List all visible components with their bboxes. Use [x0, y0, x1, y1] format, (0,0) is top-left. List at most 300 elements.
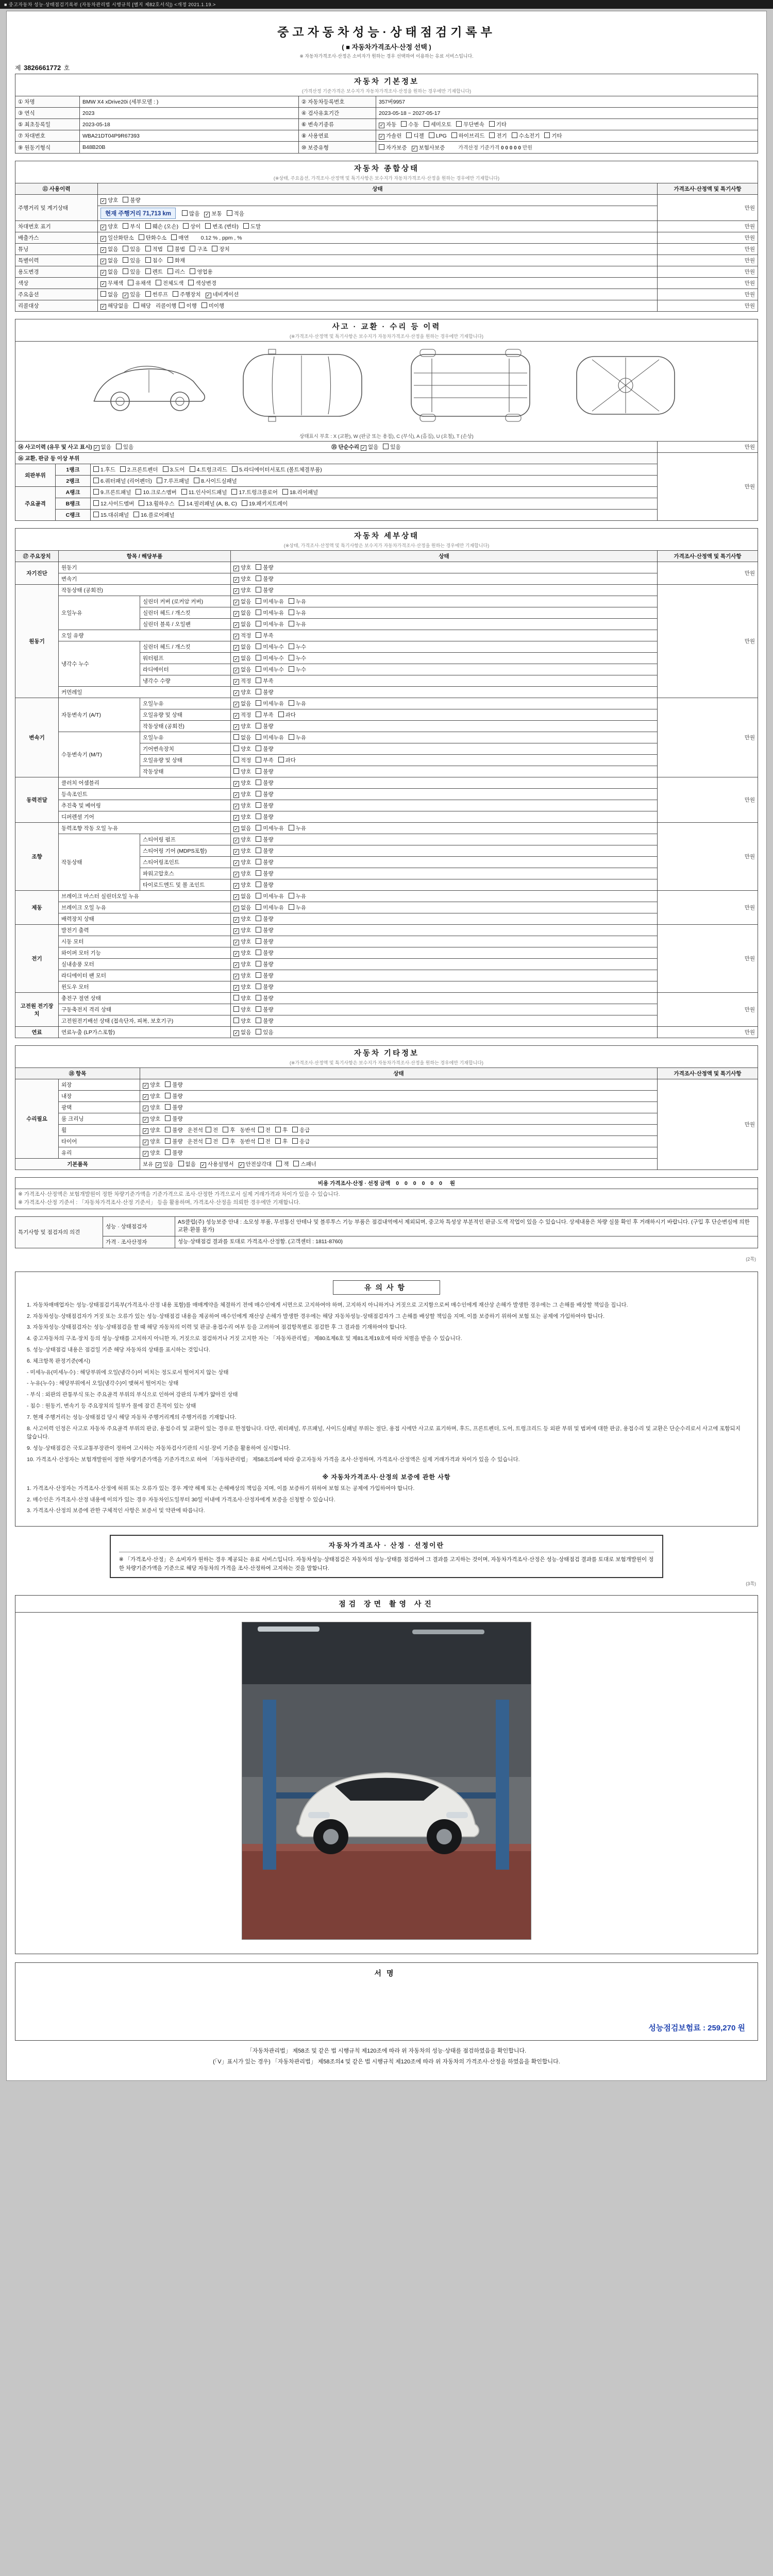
check-list	[233, 791, 278, 798]
amount-cell: 만원	[657, 1027, 758, 1038]
unchecked-checkbox-icon	[544, 132, 550, 138]
unchecked-checkbox-icon	[145, 246, 151, 251]
unchecked-checkbox-icon	[292, 1127, 298, 1132]
check-list	[233, 587, 278, 594]
checkbox-label: 응급	[299, 1127, 310, 1133]
unchecked-checkbox-icon	[233, 768, 239, 774]
checkbox-label: 12.사이드멤버	[100, 501, 135, 507]
column-header: ⑱ 항목	[15, 1068, 140, 1079]
checkbox-option	[276, 1160, 289, 1168]
table-row	[15, 562, 758, 573]
notice-item: 8. 사고이력 인정은 사고로 자동차 주요골격 부위의 판금, 용접수리 및 교환이 있는 경우로 한정합니다. 다만, 쿼터패널, 루프패널, 사이드실패널 부위는 절단, 용접 시에만 사고로 표기하며, 후드, 프론트펜더, 도어, 트렁크리드 등 외판 부위 및 범퍼에 대한 판금, 용접수리 및 교환은 단순수리로서 사고에 포함되지 않습니다.	[27, 1425, 741, 1440]
checkbox-label: 불법	[174, 246, 186, 252]
row-state	[98, 244, 658, 255]
checkbox-option	[157, 477, 189, 485]
checkbox-label: 양호	[241, 973, 251, 979]
current-mileage-badge: 현재 주행거리 71,713 km	[100, 208, 176, 219]
unchecked-checkbox-icon	[275, 1138, 281, 1144]
unchecked-checkbox-icon	[188, 280, 194, 285]
checkbox-label: 있음	[163, 1161, 174, 1167]
checked-checkbox-icon: ✓	[234, 872, 239, 877]
unchecked-checkbox-icon	[163, 466, 169, 472]
checkbox-option	[223, 1126, 235, 1134]
item-label: 광택	[59, 1102, 140, 1113]
checked-checkbox-icon: ✓	[234, 883, 239, 888]
checkbox-label: 없음	[185, 1161, 196, 1167]
checkbox-label: 리스	[174, 269, 186, 275]
checked-checkbox-icon: ✓	[234, 894, 239, 900]
checked-checkbox-icon: ✓	[124, 293, 128, 298]
repair-group: 수리필요	[15, 1079, 59, 1159]
row-state	[98, 232, 658, 244]
unchecked-checkbox-icon	[120, 466, 126, 472]
checkbox-option	[233, 938, 251, 945]
checkbox-option	[233, 632, 251, 639]
checked-checkbox-icon: ✓	[379, 134, 384, 139]
check-list	[233, 644, 311, 650]
item-state	[231, 721, 658, 732]
check-list	[100, 303, 229, 309]
column-header: 상태	[140, 1068, 658, 1079]
check-list	[233, 610, 311, 616]
column-header: 상태	[231, 551, 658, 562]
checked-checkbox-icon: ✓	[234, 962, 239, 968]
checkbox-option	[223, 1138, 235, 1145]
unchecked-checkbox-icon	[256, 598, 261, 604]
price-amount-table	[15, 1177, 758, 1209]
checkbox-label: 불량	[172, 1116, 183, 1122]
checkbox-label: 9.프론트패널	[100, 489, 131, 496]
confirmation-statements	[15, 2046, 758, 2067]
item-state	[231, 562, 658, 573]
checkbox-option	[231, 488, 277, 496]
device-group: 자기진단	[15, 562, 59, 585]
checkbox-option	[233, 1028, 251, 1036]
item-state	[231, 925, 658, 936]
checkbox-label: 전체도색	[162, 280, 184, 286]
item-state	[231, 664, 658, 675]
item-state	[231, 811, 658, 823]
transmission-options	[376, 119, 758, 130]
checkbox-option	[116, 443, 133, 451]
checkbox-option	[489, 121, 507, 128]
inspection-record-document	[6, 11, 767, 2081]
checkbox-option	[167, 245, 185, 253]
checkbox-label: 불량	[263, 916, 274, 922]
checked-checkbox-icon: ✓	[101, 198, 106, 204]
checkbox-option	[256, 779, 273, 787]
checkbox-option	[243, 223, 261, 230]
checkbox-option	[256, 915, 273, 923]
check-list	[143, 1139, 314, 1145]
amount-cell: 만원	[657, 925, 758, 993]
exchange-header: ⑯ 교환, 판금 등 이상 부위	[15, 453, 658, 464]
checkbox-label: 양호	[241, 689, 251, 696]
checkbox-label: 없음	[241, 655, 251, 662]
checkbox-label: 부족	[263, 678, 274, 684]
vin-value: WBA21DT04P9R67393	[80, 130, 299, 142]
warranty-type-options	[376, 142, 758, 154]
checkbox-option	[256, 745, 273, 753]
detail-section-note: (※상태, 가격조사·산정액 및 특기사항은 보수지가 자동차가격조사·산정을 원하는 경우에만 기재합니다)	[283, 543, 490, 548]
table-row	[15, 1015, 758, 1027]
subitem-label: 오일누유	[140, 732, 231, 743]
checkbox-label: 변조 (변타)	[212, 224, 239, 230]
table-row	[15, 687, 758, 698]
checkbox-label: 불량	[263, 780, 274, 786]
checkbox-label: 양호	[241, 859, 251, 866]
check-list	[233, 837, 278, 843]
unchecked-checkbox-icon	[190, 246, 195, 251]
checkbox-option	[256, 654, 284, 662]
unchecked-checkbox-icon	[282, 489, 288, 495]
checked-checkbox-icon: ✓	[101, 247, 106, 252]
checkbox-label: 후	[230, 1127, 236, 1133]
unchecked-checkbox-icon	[123, 197, 128, 202]
checkbox-option	[275, 1138, 288, 1145]
inspection-insurance-fee	[648, 2022, 745, 2033]
checkbox-label: 누수	[295, 667, 307, 673]
item-state	[231, 947, 658, 959]
checkbox-option	[233, 564, 251, 571]
unchecked-checkbox-icon	[139, 500, 144, 506]
item-state	[231, 766, 658, 777]
etc-section-note: (※가격조사·산정액 및 특기사항은 보수지가 자동차가격조사·산정을 원하는 경우에만 기재합니다)	[289, 1060, 484, 1065]
item-label: 작동상태	[59, 834, 140, 891]
checkbox-option	[256, 586, 273, 594]
checked-checkbox-icon: ✓	[234, 928, 239, 934]
checkbox-label: 불량	[263, 746, 274, 752]
notice-item: 2. 자동차성능·상태점검자가 거짓 또는 오류가 있는 성능·상태점검 내용을 제공하여 매수인에게 재산상 손해가 발생한 경우에는 해당 자동차성능·상태점검자가 그 손해를 배상할 책임을 지며, 이를 보증하기 위하여 보험 또는 공제에 가입하여야 합니다.	[27, 1313, 605, 1319]
checkbox-option	[143, 1149, 160, 1157]
item-state	[231, 891, 658, 902]
checkbox-label: 없음	[367, 444, 379, 450]
check-list	[93, 501, 292, 507]
checkbox-label: 과다	[285, 757, 296, 764]
table-row	[15, 1236, 758, 1248]
unchecked-checkbox-icon	[456, 121, 462, 127]
amount-cell: 만원	[657, 562, 758, 585]
checkbox-label: 양호	[241, 576, 251, 582]
checkbox-label: 많음	[189, 211, 200, 217]
column-header-row	[15, 1068, 758, 1079]
accident-history-table	[15, 319, 758, 521]
overall-section-title: 자동차 종합상태	[354, 165, 419, 173]
checkbox-label: 16.플로어패널	[141, 512, 175, 518]
check-list	[93, 489, 323, 496]
checkbox-label: LPG	[435, 133, 447, 139]
checkbox-option	[190, 245, 207, 253]
checkbox-option	[212, 245, 229, 253]
checkbox-option	[194, 477, 237, 485]
unchecked-checkbox-icon	[256, 723, 261, 728]
check-list	[143, 1105, 188, 1111]
checkbox-option	[256, 609, 284, 617]
item-state	[231, 857, 658, 868]
check-list	[93, 467, 327, 473]
checkbox-label: 불량	[172, 1139, 183, 1145]
checkbox-option	[256, 904, 284, 911]
unchecked-checkbox-icon	[256, 950, 261, 955]
base-price-unit: 만원	[522, 145, 533, 151]
checkbox-label: 18.리어패널	[289, 489, 318, 496]
unchecked-checkbox-icon	[256, 870, 261, 876]
checkbox-label: 미세누유	[263, 735, 284, 741]
unchecked-checkbox-icon	[212, 246, 217, 251]
checkbox-label: 잭	[283, 1161, 289, 1167]
unchecked-checkbox-icon	[256, 927, 261, 933]
checkbox-option	[145, 257, 163, 264]
checkbox-label: 불량	[263, 837, 274, 843]
warranty-info-title: ※ 자동차가격조사·산정의 보증에 관한 사항	[322, 1473, 451, 1481]
item-label: 등속조인트	[59, 789, 231, 800]
checked-checkbox-icon: ✓	[143, 1117, 148, 1122]
checkbox-label: 양호	[241, 916, 251, 922]
checkbox-option	[233, 688, 251, 696]
table-row	[15, 1004, 758, 1015]
checkbox-label: 사용설명서	[207, 1161, 234, 1167]
checkbox-option	[233, 972, 251, 979]
checkbox-option	[143, 1126, 160, 1134]
item-label: 수동변속기 (M/T)	[59, 732, 140, 777]
checkbox-option	[163, 466, 185, 473]
appraiser-opinion-text: 성능·상태점검 결과를 토대로 가격조사·산정함. (고객센터 : 1811-8760)	[175, 1236, 758, 1248]
row-label: 배출가스	[15, 232, 98, 244]
check-list	[233, 735, 311, 741]
page-marker: (2쪽)	[746, 1256, 756, 1262]
item-state	[231, 902, 658, 913]
field-label: ⑥ 변속기종류	[299, 119, 376, 130]
item-label: 클러치 어셈블리	[59, 777, 231, 789]
unchecked-checkbox-icon	[429, 132, 434, 138]
checkbox-option	[94, 443, 111, 451]
price-note-1: ※ 가격조사·산정액은 보험개발원이 정한 차량기준가액을 기준가격으로 조사·산정한 가격으로서 실제 거래가격과 차이가 있을 수 있습니다.	[18, 1191, 340, 1197]
check-list	[233, 814, 278, 820]
item-state	[231, 607, 658, 619]
checkbox-label: 14.필러패널 (A, B, C)	[186, 501, 237, 507]
item-label: 유리	[59, 1147, 140, 1159]
document-number-value: 3826661772	[23, 64, 61, 72]
check-list	[143, 1082, 188, 1088]
checked-checkbox-icon: ✓	[234, 611, 239, 616]
check-list	[233, 780, 278, 786]
checkbox-label: 불량	[263, 576, 274, 582]
table-row	[15, 1079, 758, 1091]
checked-checkbox-icon: ✓	[101, 281, 106, 286]
field-label: ⑤ 최초등록일	[15, 119, 80, 130]
check-list	[379, 145, 449, 151]
checkbox-option	[451, 132, 485, 140]
item-state	[231, 845, 658, 857]
form-code-text: ■ 중고자동차 성능·상태점검기록부 (자동차관리법 시행규칙 [별지 제82호서식]) <개정 2021.1.19.>	[4, 2, 216, 7]
subitem-label: 실린더 헤드 / 개스킷	[140, 641, 231, 653]
checkbox-label: 양호	[241, 587, 251, 594]
checkbox-option	[179, 500, 237, 507]
checkbox-label: 양호	[241, 871, 251, 877]
price-amount-value: 0 0 0 0 0 0	[396, 1180, 444, 1187]
unchecked-checkbox-icon	[93, 478, 99, 483]
unchecked-checkbox-icon	[278, 757, 284, 762]
unchecked-checkbox-icon	[256, 643, 261, 649]
checkbox-label: 양호	[241, 1018, 251, 1024]
table-row	[15, 142, 758, 154]
amount-cell: 만원	[657, 585, 758, 698]
row-label: 주행거리 및 계기상태	[15, 195, 98, 221]
checkbox-option	[256, 847, 273, 855]
row-label: 차대번호 표기	[15, 221, 98, 232]
notice-item: 7. 현재 주행거리는 성능·상태점검 당시 해당 자동차 주행거리계의 주행거리를 기재합니다.	[27, 1414, 237, 1420]
table-row	[15, 970, 758, 981]
amount-cell: 만원	[657, 453, 758, 521]
checkbox-option	[512, 132, 540, 140]
checkbox-label: 양호	[241, 780, 251, 786]
checkbox-label: 적정	[241, 633, 251, 639]
checkbox-label: 안전삼각대	[245, 1161, 272, 1167]
checkbox-label: 양호	[241, 723, 251, 730]
amount-cell: 만원	[657, 221, 758, 232]
checkbox-option	[100, 223, 118, 230]
checkbox-option	[93, 500, 134, 507]
checkbox-label: 렌트	[152, 269, 163, 275]
price-survey-select: ( ■ 자동차가격조사·산정 선택 )	[342, 43, 431, 51]
checkbox-label: 없음	[241, 893, 251, 900]
item-label: 오일누유	[59, 596, 140, 630]
unchecked-checkbox-icon	[182, 210, 188, 216]
checkbox-label: 1.후드	[100, 467, 116, 473]
item-state	[231, 800, 658, 811]
subitem-label: 스티어링 기어 (MDPS포함)	[140, 845, 231, 857]
unchecked-checkbox-icon	[165, 1138, 171, 1144]
unchecked-checkbox-icon	[256, 666, 261, 672]
checked-checkbox-icon: ✓	[234, 645, 239, 650]
checkbox-label: 없음	[241, 825, 251, 832]
item-state	[231, 959, 658, 970]
unchecked-checkbox-icon	[293, 1161, 299, 1166]
checkbox-label: 미세누수	[263, 655, 284, 662]
column-header: 항목 / 해당부품	[59, 551, 231, 562]
checkbox-label: 적정	[241, 678, 251, 684]
checkbox-label: 양호	[150, 1093, 161, 1099]
checked-checkbox-icon: ✓	[234, 804, 239, 809]
item-state	[231, 596, 658, 607]
unchecked-checkbox-icon	[128, 280, 133, 285]
table-row	[15, 925, 758, 936]
check-list	[93, 512, 179, 518]
field-label: ⑩ 보증유형	[299, 142, 376, 154]
unchecked-checkbox-icon	[93, 489, 99, 495]
table-row	[15, 573, 758, 585]
checkbox-label: 없음	[241, 621, 251, 628]
checkbox-option	[233, 983, 251, 991]
checked-checkbox-icon: ✓	[239, 1162, 243, 1167]
checkbox-option	[256, 564, 273, 571]
checked-checkbox-icon: ✓	[143, 1083, 148, 1088]
warranty-info-item: 3. 가격조사·산정의 보증에 관한 구체적인 사항은 보증서 및 약관에 따릅니다.	[27, 1507, 205, 1514]
checkbox-option	[143, 1081, 160, 1089]
checkbox-label: 구조	[197, 246, 208, 252]
checkbox-label: 기타	[496, 122, 507, 128]
checked-checkbox-icon: ✓	[234, 622, 239, 628]
checkbox-label: 불량	[263, 939, 274, 945]
etc-info-table	[15, 1045, 758, 1170]
checkbox-label: 불량	[172, 1105, 183, 1111]
notice-title: 유의사항	[333, 1280, 440, 1295]
checkbox-label: 양호	[150, 1082, 161, 1088]
checkbox-option	[204, 210, 222, 217]
panel-rank: 2랭크	[56, 476, 91, 487]
table-row	[15, 811, 758, 823]
unchecked-checkbox-icon	[227, 210, 232, 216]
checkbox-option	[456, 121, 484, 128]
checkbox-label: 도말	[250, 224, 261, 230]
checked-checkbox-icon: ✓	[234, 974, 239, 979]
checkbox-option	[242, 500, 288, 507]
item-state	[231, 868, 658, 879]
checkbox-option	[181, 488, 227, 496]
amount-cell: 만원	[657, 255, 758, 266]
check-list	[100, 280, 221, 286]
subitem-label: 실린더 블록 / 오일팬	[140, 619, 231, 630]
checkbox-option	[188, 279, 216, 287]
panel-parts	[91, 498, 658, 510]
subitem-label: 작동상태	[140, 766, 231, 777]
item-label: 오일 유량	[59, 630, 231, 641]
checkbox-label: 누유	[295, 893, 307, 900]
checkbox-label: 해당	[140, 303, 151, 309]
row-label: 색상	[15, 278, 98, 289]
unchecked-checkbox-icon	[256, 859, 261, 865]
row-state	[98, 255, 658, 266]
checkbox-option	[145, 291, 168, 298]
unchecked-checkbox-icon	[256, 609, 261, 615]
checkbox-label: 세미오토	[430, 122, 452, 128]
price-survey-definition-title: 자동차가격조사 · 산정 · 선정이란	[119, 1540, 654, 1552]
checkbox-option	[233, 575, 251, 583]
check-list	[379, 133, 567, 139]
checked-checkbox-icon: ✓	[379, 123, 384, 128]
checkbox-option	[182, 210, 199, 217]
checkbox-label: 해당없음	[108, 303, 129, 309]
checkbox-option	[227, 210, 244, 217]
checkbox-label: 무단변속	[463, 122, 484, 128]
amount-cell: 만원	[657, 891, 758, 925]
check-list	[233, 995, 278, 1002]
check-list	[233, 803, 278, 809]
inspector-opinion-table	[15, 1216, 758, 1248]
item-state	[140, 1091, 658, 1102]
page-marker: (3쪽)	[746, 1581, 756, 1586]
item-label: 작동상태 (공회전)	[59, 585, 231, 596]
table-row	[15, 1091, 758, 1102]
unchecked-checkbox-icon	[173, 291, 178, 297]
check-group-label: 운전석	[187, 1127, 204, 1133]
accident-history-label: ⑭ 사고이력 (유무 및 사고 표시)	[18, 444, 92, 450]
unchecked-checkbox-icon	[116, 444, 122, 449]
checkbox-option	[233, 779, 251, 787]
check-list	[143, 1161, 321, 1167]
checkbox-option	[100, 279, 123, 287]
checkbox-label: 미세누유	[263, 599, 284, 605]
unchecked-checkbox-icon	[133, 302, 139, 308]
checkbox-label: 양호	[108, 197, 119, 204]
checkbox-option	[233, 870, 251, 877]
inspector-opinion-text: AS클럽(주) 성능보증 안내 : 소모성 부품, 무선통신 안테나 및 블루투스 기능 부품은 점검내역에서 제외되며, 중고차 특성상 부분적인 판금·도색 작업이 있을 수 있습니다. 상세내용은 차량 실물 확인 후 거래하시기 바랍니다. (구입 후 단순변심에 의한 교환·환불 불가)	[175, 1216, 758, 1236]
subitem-label: 스티어링조인트	[140, 857, 231, 868]
unchecked-checkbox-icon	[136, 489, 141, 495]
checkbox-label: 양호	[150, 1105, 161, 1111]
unchecked-checkbox-icon	[289, 666, 294, 672]
check-list	[233, 848, 278, 854]
